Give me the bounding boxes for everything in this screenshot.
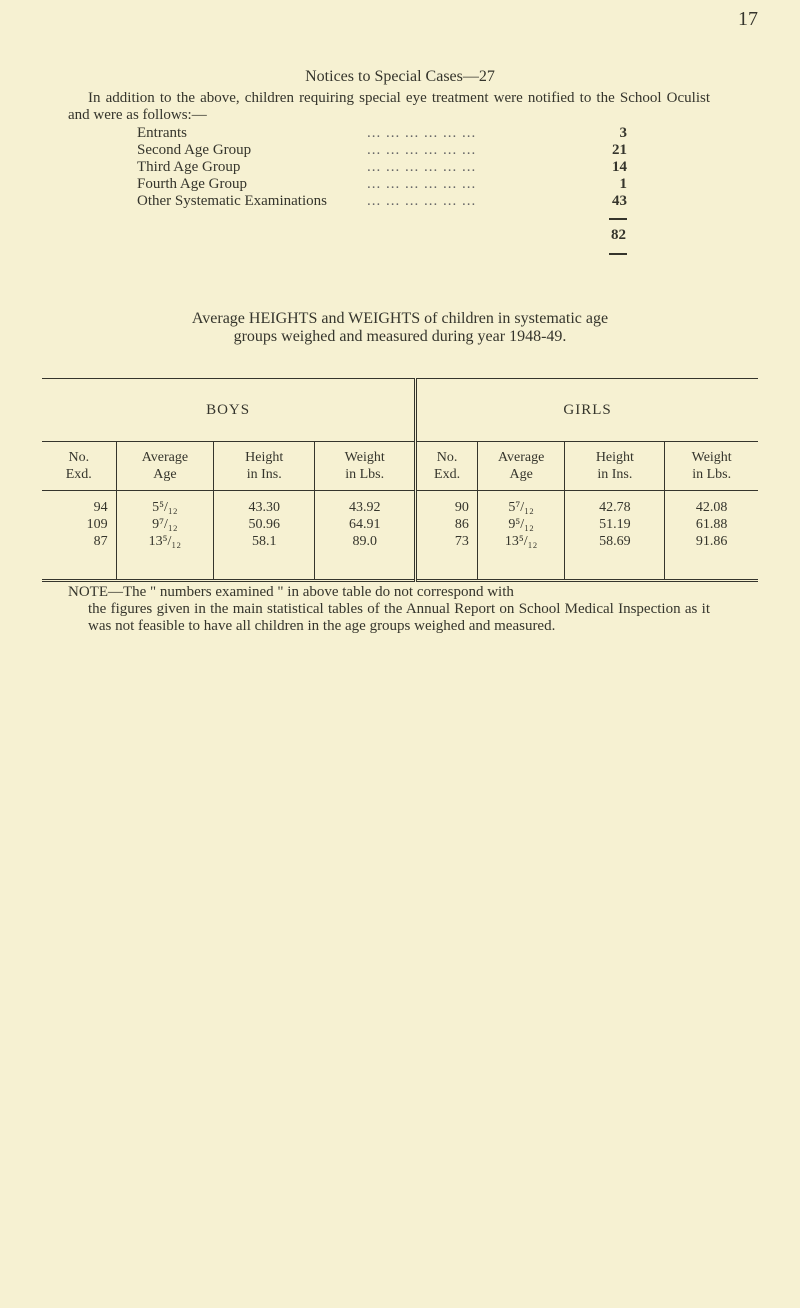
- table-cell: 43.92: [348, 500, 381, 515]
- notice-item: [137, 142, 627, 159]
- intro-text: In addition to the above, children requiring special eye treatment were notified to the School Oculist and were as follows:—: [68, 90, 710, 123]
- column-header-line: Height: [595, 450, 634, 465]
- leader-dots: ... ... ... ... ... ...: [367, 159, 477, 175]
- notice-item: [137, 176, 627, 193]
- column-header-line: No.: [436, 450, 458, 465]
- notices-list: [137, 125, 627, 210]
- note-first-line: NOTE—The " numbers examined " in above table do not correspond with: [68, 584, 514, 600]
- table-cell: 64.91: [348, 517, 381, 532]
- column-header: [477, 442, 565, 491]
- table-cell: 13⁵/₁₂: [504, 534, 538, 549]
- column-header: [416, 442, 478, 491]
- notice-item: [137, 193, 627, 210]
- column-header-line: Weight: [344, 450, 385, 465]
- column-header: [42, 442, 116, 491]
- column-values: [665, 491, 758, 581]
- column-header: [116, 442, 214, 491]
- total-rule: [609, 253, 627, 255]
- table-cell: 91.86: [695, 534, 728, 549]
- column-header-line: in Ins.: [246, 467, 282, 482]
- leader-dots: ... ... ... ... ... ...: [367, 193, 477, 209]
- notice-label: Third Age Group: [137, 159, 241, 175]
- intro-paragraph: [68, 90, 710, 124]
- group-header-boys: BOYS: [42, 379, 416, 442]
- column-header-line: in Ins.: [597, 467, 633, 482]
- column-header-line: Height: [245, 450, 284, 465]
- column-header: [565, 442, 665, 491]
- notice-count: 21: [612, 142, 627, 158]
- notice-label: Second Age Group: [137, 142, 252, 158]
- column-header-line: in Lbs.: [692, 467, 732, 482]
- table-cell: 87: [93, 534, 108, 549]
- column-header-line: Exd.: [434, 467, 461, 482]
- column-header-line: Age: [509, 467, 533, 482]
- group-header-girls: GIRLS: [416, 379, 758, 442]
- table-cell: 89.0: [352, 534, 377, 549]
- table-title: [60, 310, 740, 346]
- column-values: [42, 491, 116, 581]
- column-values: [116, 491, 214, 581]
- notice-label: Fourth Age Group: [137, 176, 247, 192]
- notice-count: 3: [619, 125, 627, 141]
- table-cell: 42.78: [599, 500, 631, 515]
- column-values: [477, 491, 565, 581]
- table-cell: 58.69: [599, 534, 631, 549]
- table-cell: 50.96: [248, 517, 280, 532]
- table-cell: 86: [454, 517, 469, 532]
- column-header-line: No.: [68, 450, 90, 465]
- notice-label: Other Systematic Examinations: [137, 193, 327, 209]
- table-cell: 9⁷/₁₂: [152, 517, 178, 532]
- table-title-line-1: Average HEIGHTS and WEIGHTS of children in systematic age: [191, 310, 609, 327]
- leader-dots: ... ... ... ... ... ...: [367, 142, 477, 158]
- column-header-line: Average: [141, 450, 189, 465]
- note-continuation: the figures given in the main statistical tables of the Annual Report on School Medical Inspection as it was not feasible to have all children in the age groups weighed and measured.: [88, 601, 710, 634]
- notice-count: 43: [612, 193, 627, 209]
- column-header-line: Average: [497, 450, 545, 465]
- section-title: Notices to Special Cases—27: [305, 68, 495, 85]
- column-header: [214, 442, 315, 491]
- sum-rule: [609, 218, 627, 220]
- notice-item: [137, 159, 627, 176]
- notice-label: Entrants: [137, 125, 187, 141]
- notices-total: 82: [611, 227, 626, 243]
- notice-item: [137, 125, 627, 142]
- table-cell: 58.1: [251, 534, 277, 549]
- column-header-line: in Lbs.: [345, 467, 385, 482]
- column-header: [665, 442, 758, 491]
- column-header-line: Exd.: [65, 467, 92, 482]
- column-values: [315, 491, 416, 581]
- table-cell: 90: [454, 500, 469, 515]
- table-cell: 43.30: [248, 500, 280, 515]
- page-number: 17: [738, 8, 758, 30]
- column-header-line: Weight: [691, 450, 732, 465]
- table-cell: 61.88: [695, 517, 728, 532]
- column-values: [416, 491, 478, 581]
- table-cell: 42.08: [695, 500, 728, 515]
- column-header: [315, 442, 416, 491]
- column-header-line: Age: [153, 467, 177, 482]
- table-cell: 109: [86, 517, 108, 532]
- column-values: [214, 491, 315, 581]
- heights-weights-table: [42, 378, 758, 582]
- column-values: [565, 491, 665, 581]
- leader-dots: ... ... ... ... ... ...: [367, 176, 477, 192]
- table-cell: 94: [93, 500, 108, 515]
- notice-count: 14: [612, 159, 627, 175]
- table-title-line-2: groups weighed and measured during year 1948-49.: [233, 328, 567, 345]
- table-cell: 5⁵/₁₂: [152, 500, 178, 515]
- leader-dots: ... ... ... ... ... ...: [367, 125, 477, 141]
- table-cell: 51.19: [599, 517, 631, 532]
- table-cell: 13⁵/₁₂: [148, 534, 182, 549]
- table-note: [68, 584, 710, 635]
- table-cell: 9⁵/₁₂: [508, 517, 534, 532]
- table-cell: 5⁷/₁₂: [508, 500, 534, 515]
- table-cell: 73: [454, 534, 469, 549]
- notice-count: 1: [619, 176, 627, 192]
